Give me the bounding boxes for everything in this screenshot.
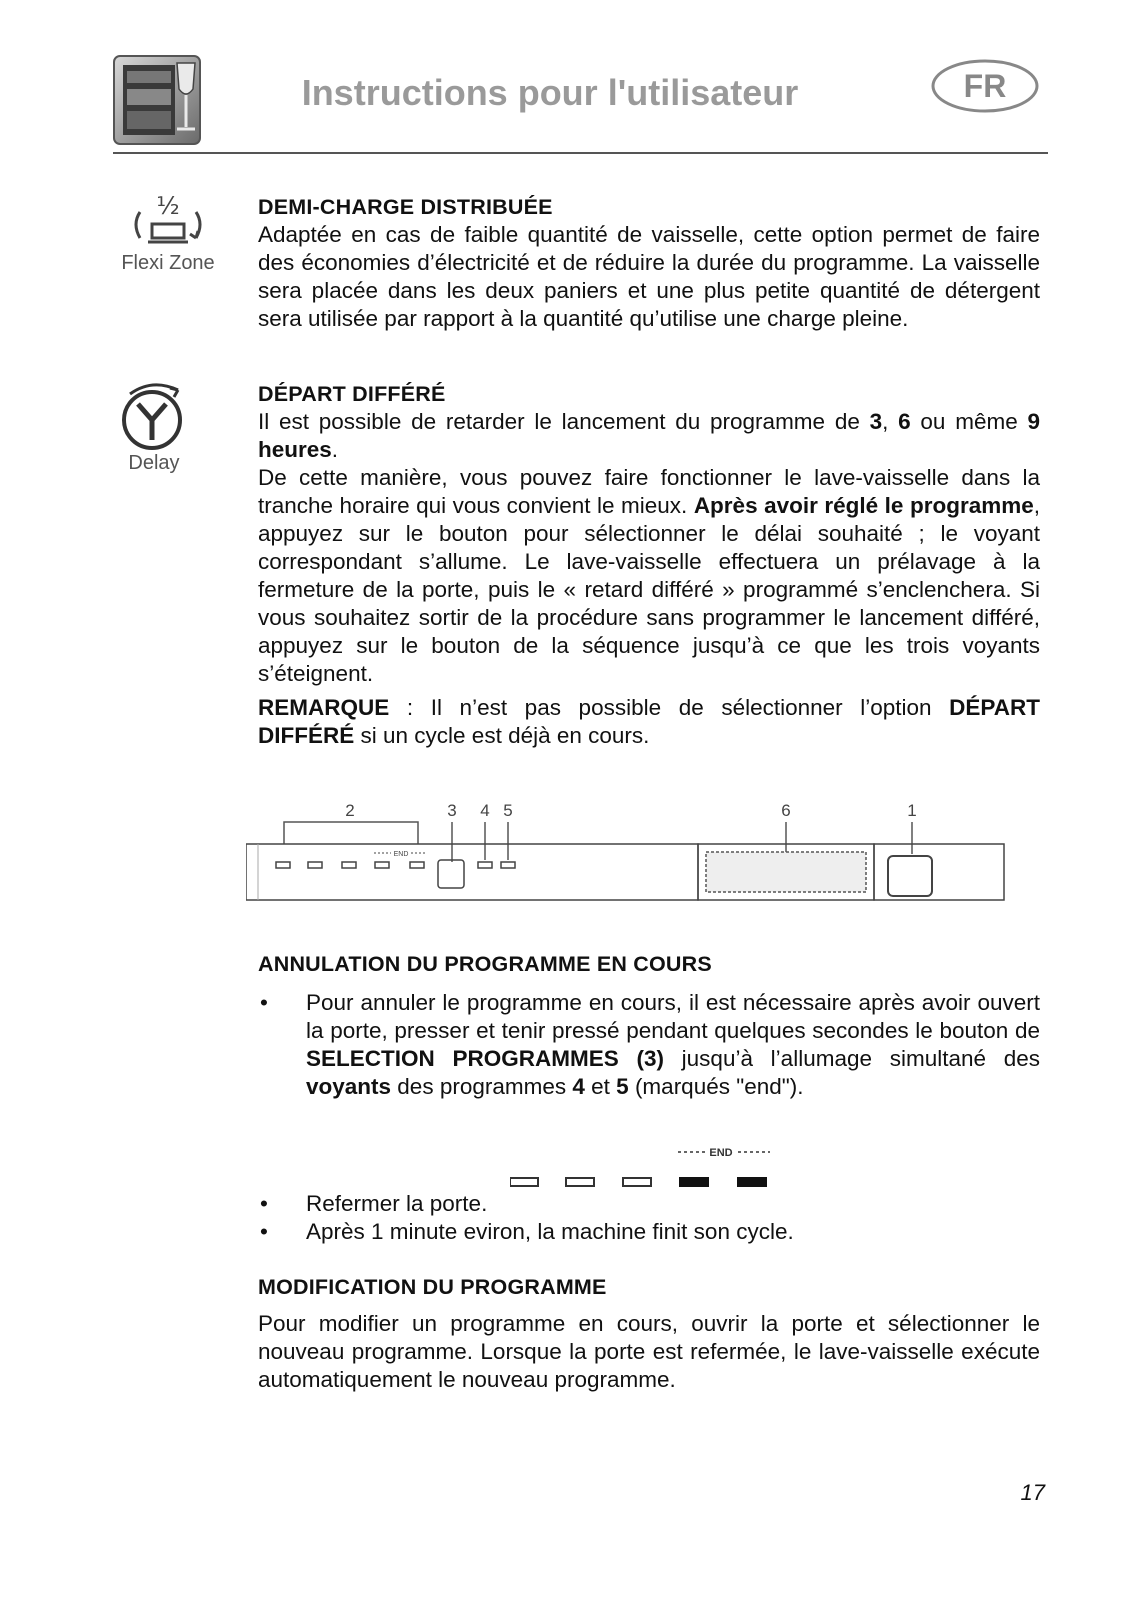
delay-start-title: DÉPART DIFFÉRÉ [258, 382, 446, 406]
delay-start-paragraph-2: De cette manière, vous pouvez faire fonctionner le lave-vaisselle dans la tranche horaire qui vous convient le mieux. Après avoir réglé le programme, appuyez sur le bouton pour sélectionner le délai souhaité ; le voyant correspondant s’allume. Le lave-vaisselle effectuera un prélavage à la fermeture de la porte, puis le « retard différé » programmé s’enclenchera. Si vous souhaitez sortir de la procédure sans programmer le lancement différé, appuyez sur le bouton de la séquence jusqu’à ce que les trois voyants s’éteignent. [258, 465, 1041, 686]
panel-label-5: 5 [503, 801, 513, 820]
panel-label-2: 2 [345, 801, 355, 820]
modify-body: Pour modifier un programme en cours, ouvrir la porte et sélectionner le nouveau programme. Lorsque la porte est refermée, le lave-vaisselle exécute automatiquement le nouveau programme. [258, 1311, 1040, 1392]
panel-label-4: 4 [480, 801, 490, 820]
panel-end-label: END [393, 851, 409, 858]
header-divider [113, 152, 1048, 154]
indicator-led-3 [623, 1178, 651, 1186]
dishwasher-logo-icon [113, 55, 201, 145]
delay-clock-icon [116, 378, 192, 480]
delay-start-section [258, 380, 1040, 750]
cancel-steps-continued [258, 1190, 1040, 1246]
language-badge-text: FR [963, 68, 1007, 104]
cancel-steps-list [258, 989, 1040, 1101]
delay-start-note: REMARQUE : Il n’est pas possible de sélectionner l’option DÉPART DIFFÉRÉ si un cycle est déjà en cours. [258, 695, 1040, 748]
svg-text:½: ½ [156, 192, 180, 220]
panel-label-1: 1 [907, 801, 917, 820]
page-title: Instructions pour l'utilisateur [301, 72, 799, 113]
indicator-led-2 [566, 1178, 594, 1186]
page-number: 17 [1020, 1480, 1045, 1505]
indicator-led-1 [510, 1178, 538, 1186]
control-panel-diagram [246, 800, 1016, 917]
modify-section [258, 1273, 1040, 1394]
language-badge [930, 58, 1040, 114]
flexi-zone-icon [118, 190, 218, 280]
modify-title: MODIFICATION DU PROGRAMME [258, 1275, 607, 1299]
indicator-led-4-lit [680, 1178, 708, 1186]
half-load-section [258, 193, 1040, 333]
half-load-body: Adaptée en cas de faible quantité de vaisselle, cette option permet de faire des économies d’électricité et de réduire la durée du programme. La vaisselle sera placée dans les deux paniers et une plus petite quantité de détergent sera utilisée par rapport à la quantité qu’utilise une charge pleine. [258, 222, 1040, 331]
strip-end-label: END [709, 1147, 733, 1159]
flexi-zone-label: Flexi Zone [121, 252, 215, 274]
half-load-title: DEMI-CHARGE DISTRIBUÉE [258, 195, 553, 219]
panel-label-3: 3 [447, 801, 457, 820]
indicator-led-5-lit [738, 1178, 766, 1186]
cancel-title: ANNULATION DU PROGRAMME EN COURS [258, 952, 712, 976]
cancel-section [258, 950, 1040, 1101]
cancel-step-1: • Pour annuler le programme en cours, il est nécessaire après avoir ouvert la porte, presser et tenir pressé pendant quelques secondes le bouton de SELECTION PROGRAMMES (3) jusqu’à l’allumage simultané des voyants des programmes 4 et 5 (marqués "end"). [258, 989, 1040, 1101]
delay-label: Delay [128, 452, 180, 474]
panel-label-6: 6 [781, 801, 791, 820]
cancel-step-3: • Après 1 minute eviron, la machine finit son cycle. [258, 1218, 1040, 1246]
cancel-step-2: • Refermer la porte. [258, 1190, 1040, 1218]
delay-start-paragraph-1: Il est possible de retarder le lancement du programme de 3, 6 ou même 9 heures. [258, 409, 1040, 462]
cancel-steps-list-2 [258, 1190, 1040, 1246]
